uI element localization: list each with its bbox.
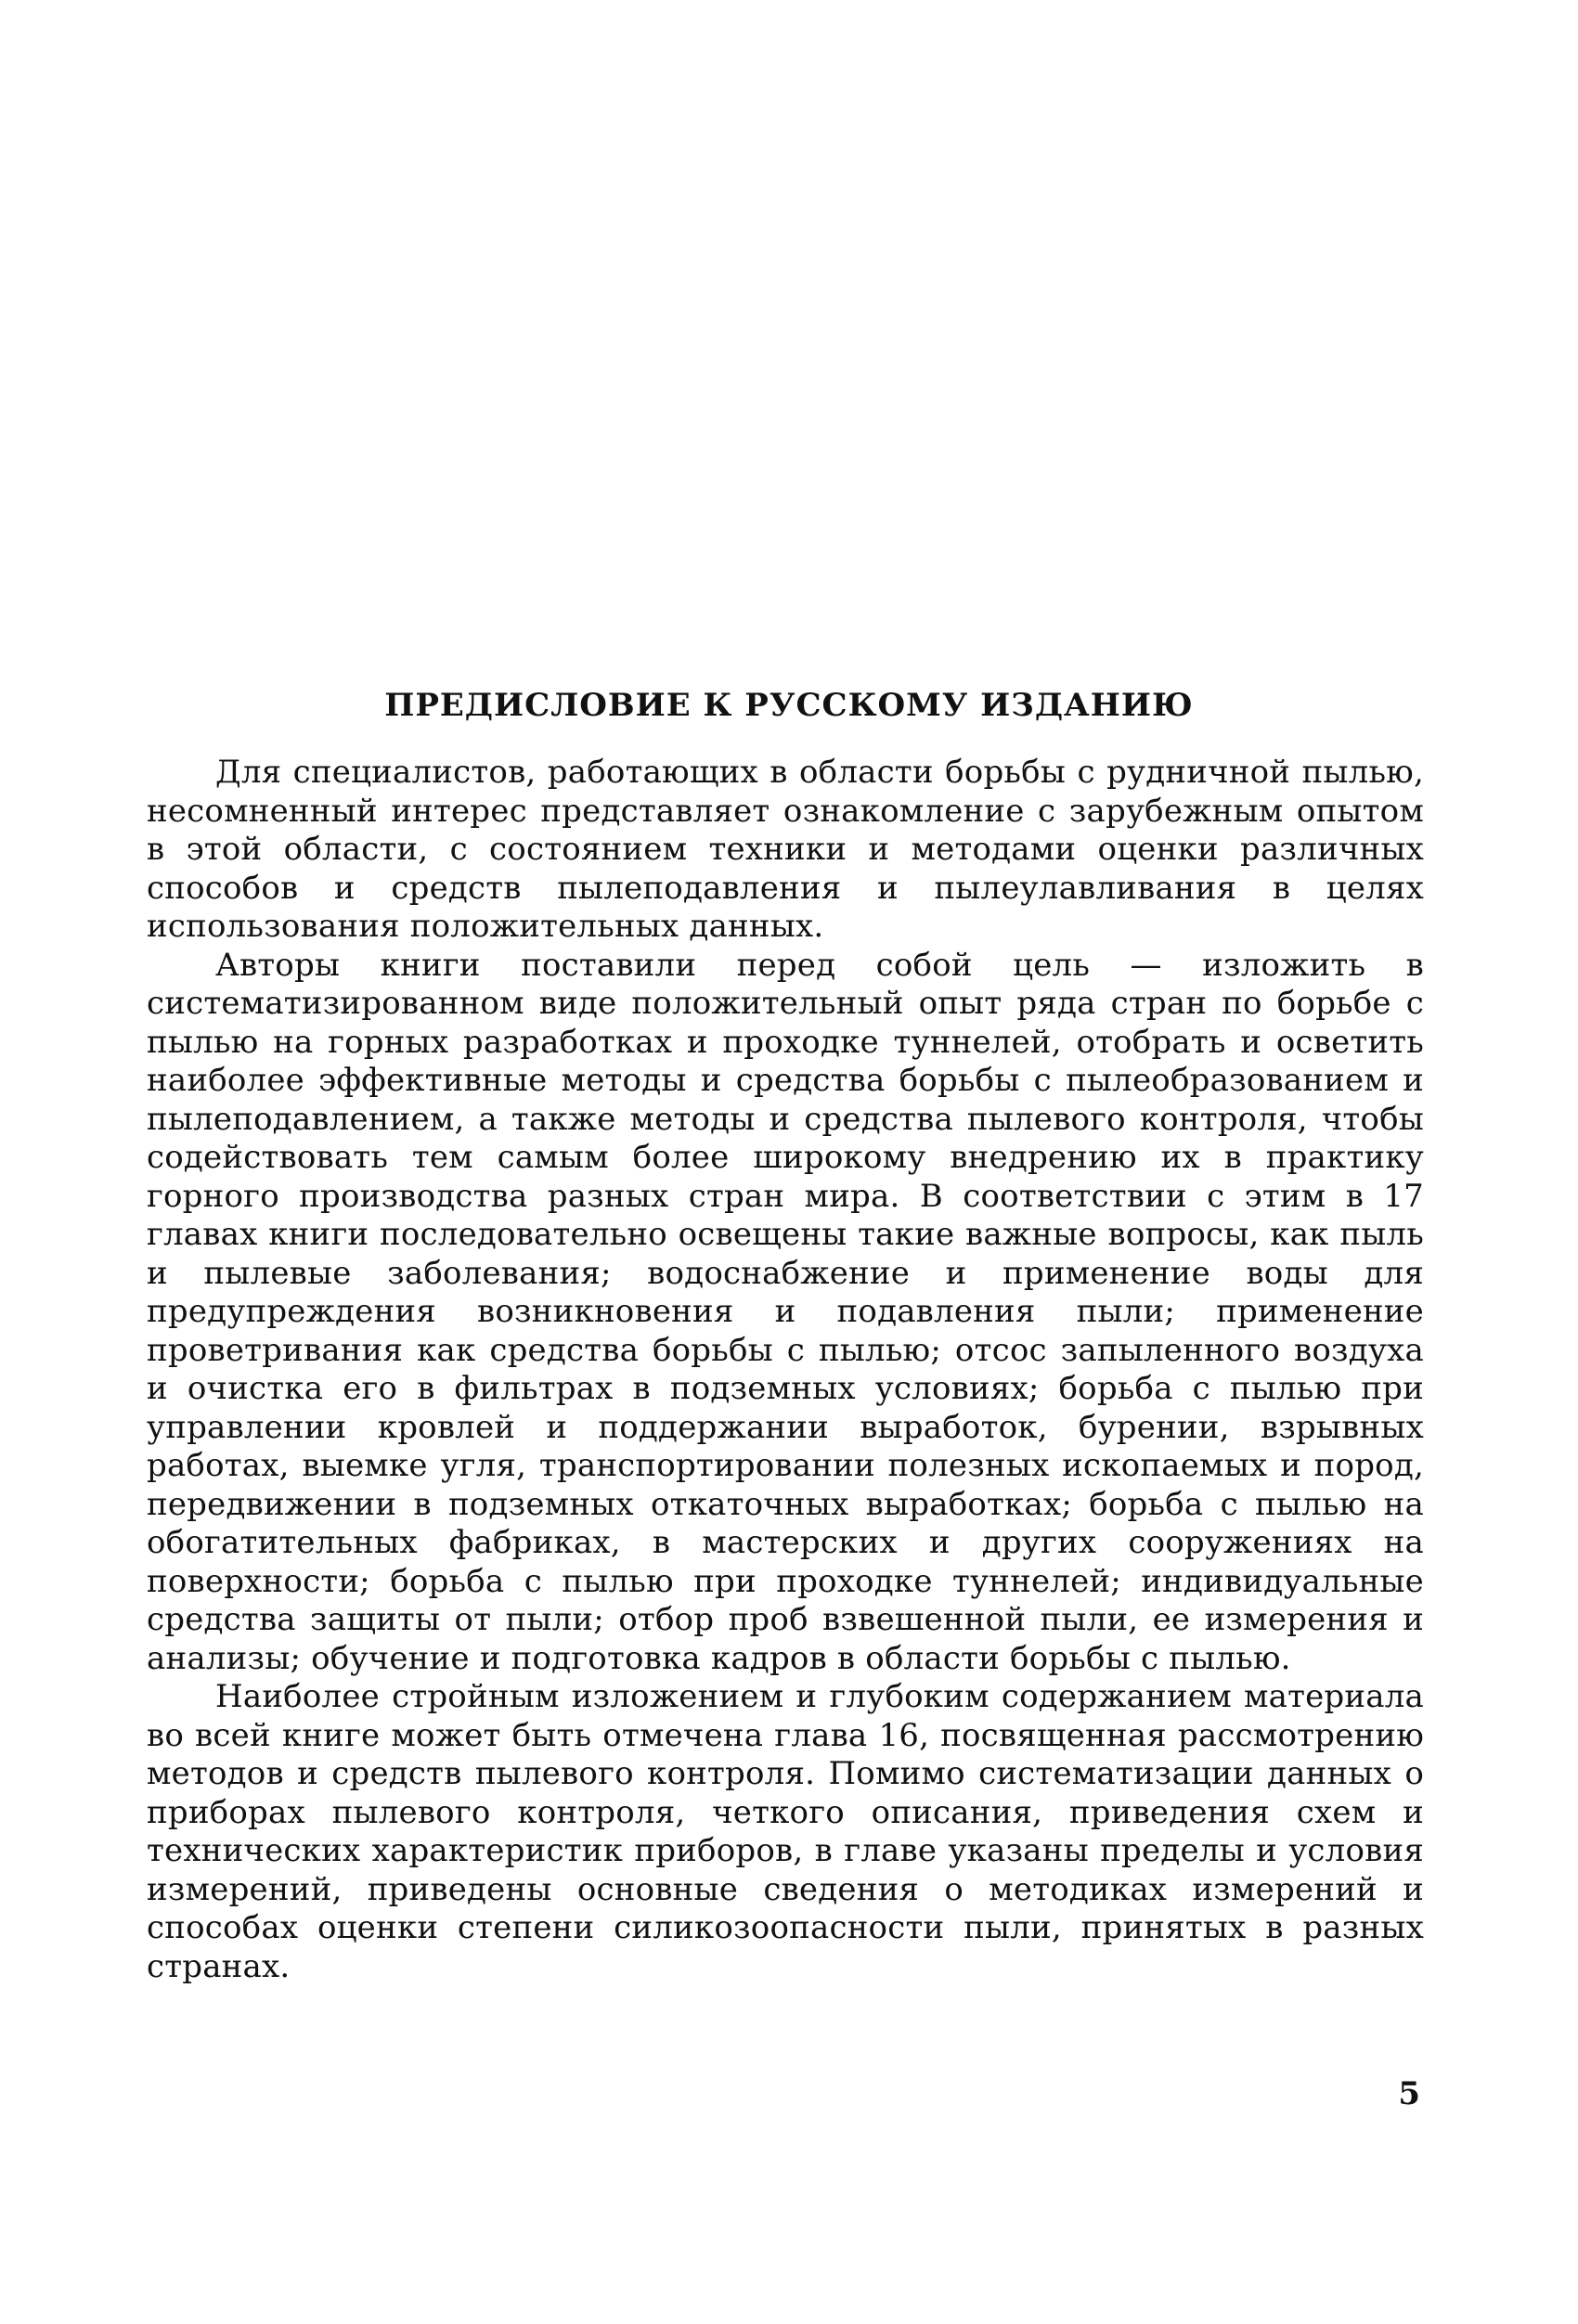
paragraph-1: Для специалистов, работающих в области борьбы с рудничной пылью, несомненный интерес представляет ознакомление с зарубежным опытом в этой области, с состоянием техники и методами оценки различных способов и средств пылеподавления и пылеулавливания в целях использования положительных данных.	[147, 754, 1424, 945]
paragraph-2: Авторы книги поставили перед собой цель — изложить в систематизированном виде положительный опыт ряда стран по борьбе с пылью на горных разработках и проходке туннелей, отобрать и осветить наиболее эффективные методы и средства борьбы с пылеобразованием и пылеподавлением, а также методы и средства пылевого контроля, чтобы содействовать тем самым более широкому внедрению их в практику горного производства разных стран мира. В соответствии с этим в 17 главах книги последовательно освещены такие важные вопросы, как пыль и пылевые заболевания; водоснабжение и применение воды для предупреждения возникновения и подавления пыли; применение проветривания как средства борьбы с пылью; отсос запыленного воздуха и очистка его в фильтрах в подземных условиях; борьба с пылью при управлении кровлей и поддержании выработок, бурении, взрывных работах, выемке угля, транспортировании полезных ископаемых и пород, передвижении в подземных откаточных выработках; борьба с пылью на обогатительных фабриках, в мастерских и других сооружениях на поверхности; борьба с пылью при проходке туннелей; индивидуальные средства защиты от пыли; отбор проб взвешенной пыли, ее измерения и анализы; обучение и подготовка кадров в области борьбы с пылью.	[147, 946, 1424, 1677]
page-number: 5	[1398, 2075, 1420, 2112]
section-heading: ПРЕДИСЛОВИЕ К РУССКОМУ ИЗДАНИЮ	[384, 687, 1194, 724]
paragraph-3: Наиболее стройным изложением и глубоким содержанием материала во всей книге может быть отмечена глава 16, посвященная рассмотрению методов и средств пылевого контроля. Помимо систематизации данных о приборах пылевого контроля, четкого описания, приведения схем и технических характеристик приборов, в главе указаны пределы и условия измерений, приведены основные сведения о методиках измерений и способах оценки степени силикозоопасности пыли, принятых в разных странах.	[147, 1678, 1424, 1985]
body-text	[147, 754, 1424, 1986]
